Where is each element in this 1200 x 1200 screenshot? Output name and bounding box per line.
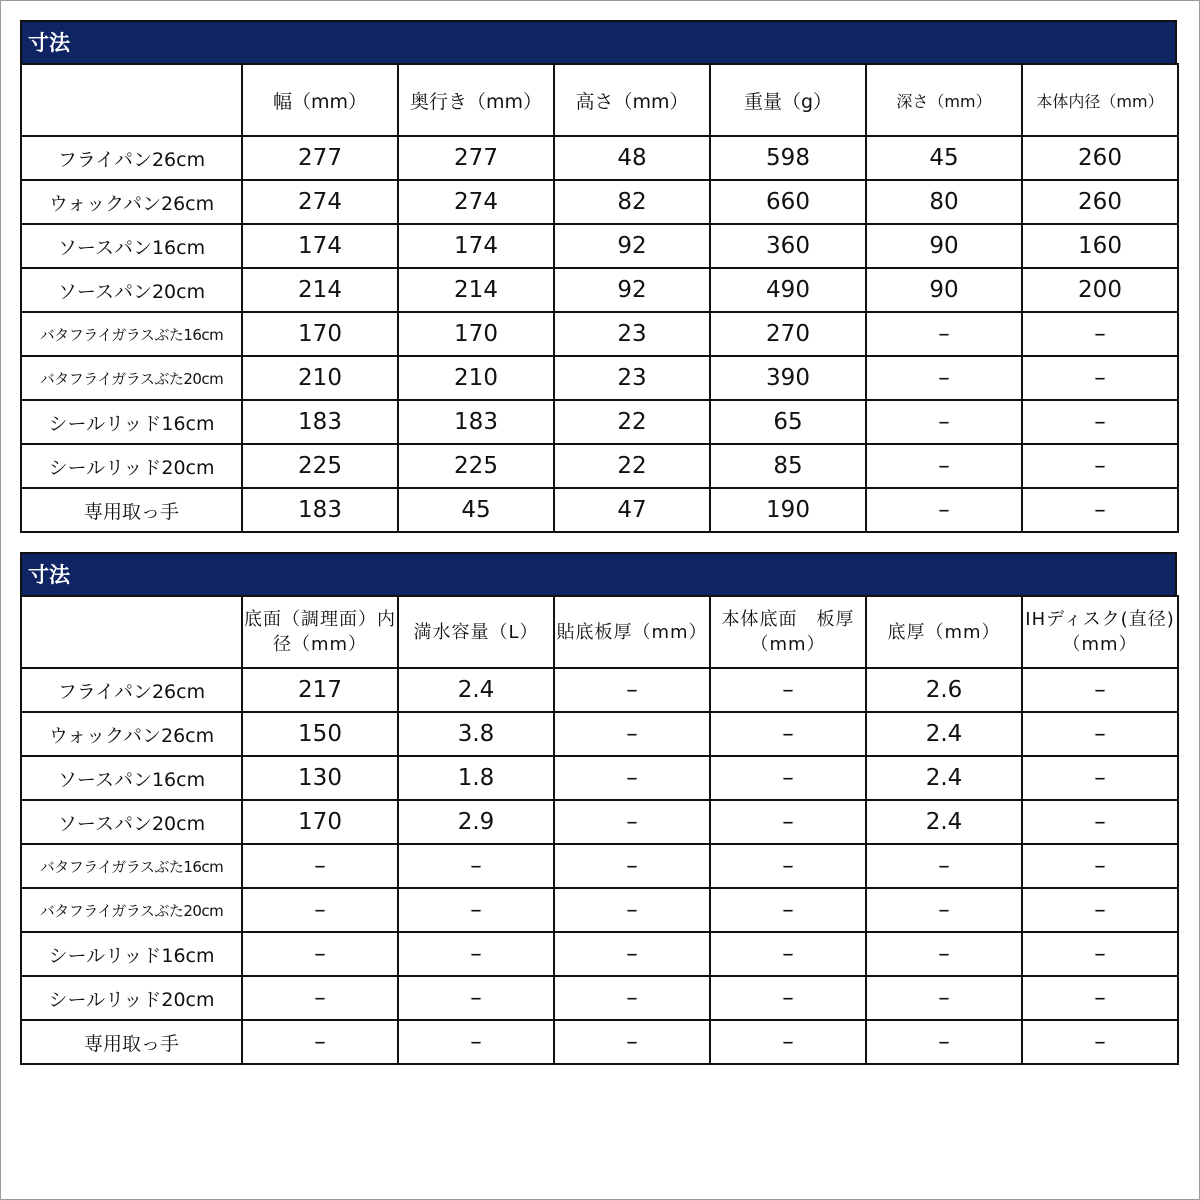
value-cell: – [554,1020,710,1064]
value-cell: 277 [398,136,554,180]
value-cell: 225 [398,444,554,488]
value-cell: 170 [242,312,398,356]
value-cell: – [866,1020,1022,1064]
value-cell: – [866,488,1022,532]
value-cell: – [242,844,398,888]
value-cell: 210 [398,356,554,400]
table-row [21,268,1178,312]
value-cell: 183 [398,400,554,444]
value-cell: – [710,756,866,800]
value-cell: – [1022,400,1178,444]
value-cell: – [710,932,866,976]
value-cell: – [710,888,866,932]
value-cell: – [554,932,710,976]
value-cell: 92 [554,268,710,312]
value-cell: 92 [554,224,710,268]
value-cell: – [242,888,398,932]
value-cell: 660 [710,180,866,224]
value-cell: – [1022,488,1178,532]
table-row [21,1020,1178,1064]
value-cell: 80 [866,180,1022,224]
table-row [21,800,1178,844]
value-cell: – [554,976,710,1020]
table-row [21,888,1178,932]
value-cell: 150 [242,712,398,756]
value-cell: – [710,1020,866,1064]
spec-table [20,595,1179,1065]
value-cell: – [866,976,1022,1020]
dimensions-table-2 [20,552,1177,1065]
header-row [21,596,1178,668]
dimensions-table-1 [20,20,1177,533]
table-row [21,444,1178,488]
value-cell: 170 [398,312,554,356]
table-row [21,488,1178,532]
product-name-cell: ウォックパン26cm [21,180,242,224]
header-cell-full-capacity: 満水容量（L） [398,596,554,668]
value-cell: 48 [554,136,710,180]
value-cell: – [1022,932,1178,976]
header-cell-ih-disk: IHディスク(直径)（mm） [1022,596,1178,668]
value-cell: – [1022,844,1178,888]
value-cell: 390 [710,356,866,400]
value-cell: 22 [554,400,710,444]
value-cell: – [866,844,1022,888]
header-cell-depth: 奥行き（mm） [398,64,554,136]
product-name-cell: ウォックパン26cm [21,712,242,756]
value-cell: 360 [710,224,866,268]
table-row [21,976,1178,1020]
value-cell: 190 [710,488,866,532]
table-row [21,136,1178,180]
value-cell: – [398,1020,554,1064]
value-cell: 85 [710,444,866,488]
value-cell: – [710,976,866,1020]
product-name-cell: ソースパン16cm [21,756,242,800]
value-cell: 47 [554,488,710,532]
value-cell: 2.4 [398,668,554,712]
value-cell: 160 [1022,224,1178,268]
value-cell: 23 [554,312,710,356]
value-cell: 2.4 [866,800,1022,844]
header-cell-width: 幅（mm） [242,64,398,136]
value-cell: – [1022,756,1178,800]
value-cell: 90 [866,224,1022,268]
value-cell: 45 [866,136,1022,180]
value-cell: – [866,444,1022,488]
value-cell: 174 [242,224,398,268]
product-name-cell: シールリッド20cm [21,976,242,1020]
value-cell: 23 [554,356,710,400]
value-cell: 274 [398,180,554,224]
value-cell: 277 [242,136,398,180]
value-cell: 130 [242,756,398,800]
product-name-cell: フライパン26cm [21,136,242,180]
value-cell: – [866,312,1022,356]
header-cell-bottom-thickness: 底厚（mm） [866,596,1022,668]
value-cell: – [866,932,1022,976]
value-cell: 210 [242,356,398,400]
header-cell-height: 高さ（mm） [554,64,710,136]
value-cell: 170 [242,800,398,844]
table-row [21,180,1178,224]
value-cell: 90 [866,268,1022,312]
value-cell: 2.4 [866,756,1022,800]
header-cell-deepness: 深さ（mm） [866,64,1022,136]
value-cell: – [398,932,554,976]
value-cell: 183 [242,400,398,444]
value-cell: – [554,844,710,888]
product-name-cell: シールリッド16cm [21,400,242,444]
value-cell: – [710,712,866,756]
value-cell: 183 [242,488,398,532]
value-cell: 45 [398,488,554,532]
value-cell: 598 [710,136,866,180]
value-cell: 1.8 [398,756,554,800]
table-row [21,844,1178,888]
value-cell: 174 [398,224,554,268]
value-cell: – [554,888,710,932]
value-cell: – [398,888,554,932]
table-row [21,312,1178,356]
header-cell-bottom-inner-diameter: 底面（調理面）内径（mm） [242,596,398,668]
value-cell: – [1022,800,1178,844]
value-cell: 200 [1022,268,1178,312]
value-cell: – [1022,976,1178,1020]
table-title: 寸法 [20,20,1177,63]
product-name-cell: バタフライガラスぶた20cm [21,356,242,400]
header-cell-inner-diameter: 本体内径（mm） [1022,64,1178,136]
product-name-cell: バタフライガラスぶた16cm [21,844,242,888]
header-cell-body-bottom-thickness: 本体底面 板厚（mm） [710,596,866,668]
value-cell: – [242,1020,398,1064]
table-row [21,356,1178,400]
header-cell-weight: 重量（g） [710,64,866,136]
value-cell: – [710,844,866,888]
product-name-cell: ソースパン20cm [21,800,242,844]
value-cell: – [866,400,1022,444]
table-row [21,756,1178,800]
header-cell-empty [21,596,242,668]
value-cell: – [866,356,1022,400]
header-row [21,64,1178,136]
value-cell: – [1022,712,1178,756]
value-cell: – [554,756,710,800]
value-cell: – [1022,356,1178,400]
table-title: 寸法 [20,552,1177,595]
product-name-cell: バタフライガラスぶた20cm [21,888,242,932]
header-cell-empty [21,64,242,136]
value-cell: – [398,844,554,888]
value-cell: – [710,800,866,844]
value-cell: 225 [242,444,398,488]
value-cell: – [866,888,1022,932]
value-cell: 274 [242,180,398,224]
value-cell: – [554,800,710,844]
product-name-cell: バタフライガラスぶた16cm [21,312,242,356]
value-cell: 82 [554,180,710,224]
product-name-cell: シールリッド20cm [21,444,242,488]
value-cell: – [554,668,710,712]
value-cell: – [1022,312,1178,356]
value-cell: – [554,712,710,756]
value-cell: 65 [710,400,866,444]
value-cell: 214 [398,268,554,312]
product-name-cell: 専用取っ手 [21,1020,242,1064]
value-cell: – [242,932,398,976]
table-row [21,668,1178,712]
value-cell: 3.8 [398,712,554,756]
value-cell: – [1022,1020,1178,1064]
product-name-cell: ソースパン16cm [21,224,242,268]
value-cell: 2.4 [866,712,1022,756]
product-name-cell: ソースパン20cm [21,268,242,312]
product-name-cell: シールリッド16cm [21,932,242,976]
spec-table [20,63,1179,533]
product-name-cell: 専用取っ手 [21,488,242,532]
table-row [21,224,1178,268]
value-cell: – [1022,888,1178,932]
table-row [21,932,1178,976]
value-cell: 260 [1022,136,1178,180]
value-cell: – [398,976,554,1020]
value-cell: – [1022,668,1178,712]
value-cell: 214 [242,268,398,312]
table-row [21,400,1178,444]
value-cell: 2.9 [398,800,554,844]
header-cell-base-plate-thickness: 貼底板厚（mm） [554,596,710,668]
value-cell: 260 [1022,180,1178,224]
value-cell: 270 [710,312,866,356]
value-cell: 22 [554,444,710,488]
value-cell: – [1022,444,1178,488]
value-cell: – [242,976,398,1020]
product-name-cell: フライパン26cm [21,668,242,712]
value-cell: 490 [710,268,866,312]
value-cell: 2.6 [866,668,1022,712]
table-row [21,712,1178,756]
value-cell: 217 [242,668,398,712]
value-cell: – [710,668,866,712]
